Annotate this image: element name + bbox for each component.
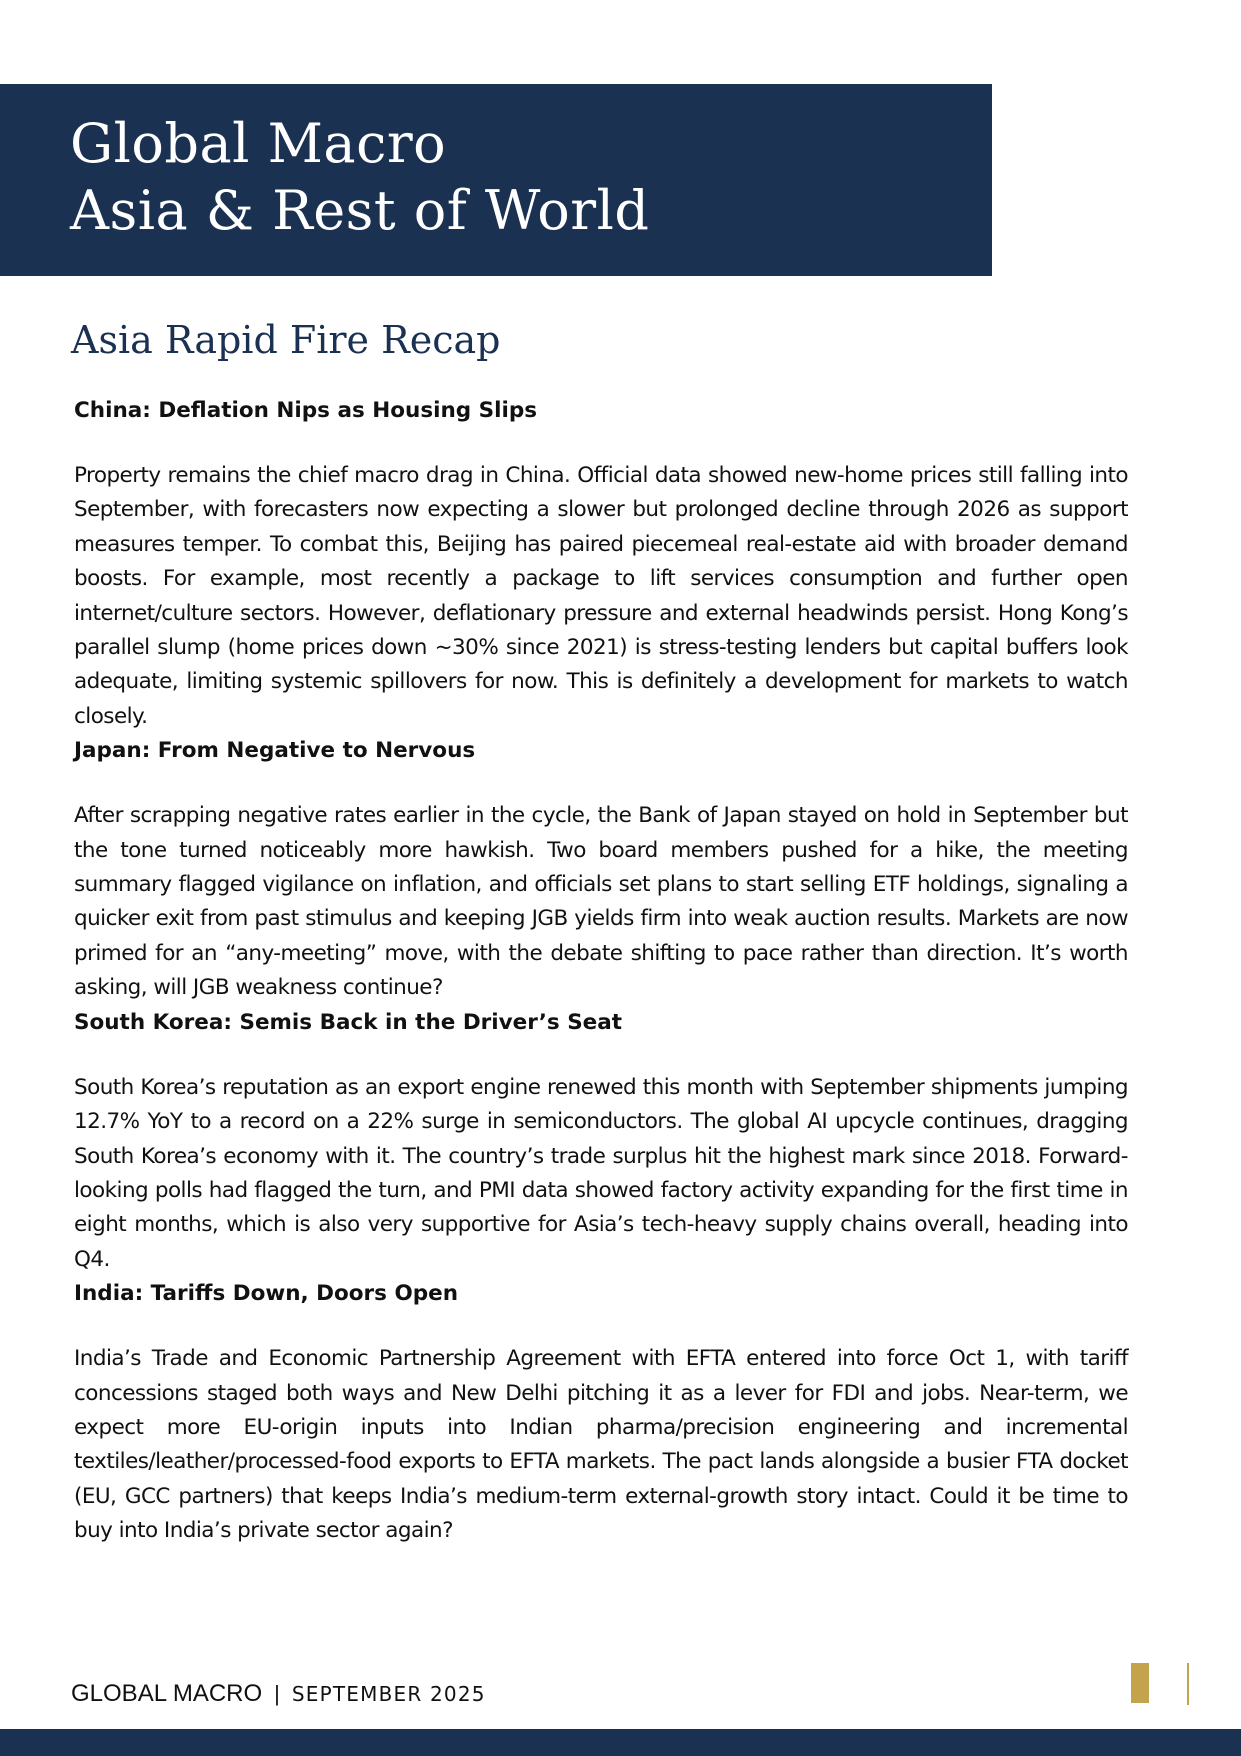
page-title — [70, 110, 649, 244]
article-heading: India: Tariffs Down, Doors Open — [74, 1281, 458, 1307]
article-list — [74, 394, 1128, 1549]
footer-date: SEPTEMBER 2025 — [291, 1682, 486, 1706]
page-footer — [71, 1677, 486, 1711]
footer-gold-block — [1131, 1663, 1149, 1703]
article-india — [74, 1277, 1128, 1548]
article-body: India’s Trade and Economic Partnership Agreement with EFTA entered into force Oct 1, with tariff concessions staged both ways and New Delhi pitching it as a lever for FDI and jobs. Near-term, we expect more EU-origin inputs into Indian pharma/precision engineering and incremental textiles/leather/processed-food exports to EFTA markets. The pact lands alongside a busier FTA docket (EU, GCC partners) that keeps India’s medium-term external-growth story intact. Could it be time to buy into India’s private sector again? — [74, 1346, 1128, 1544]
section-heading: Asia Rapid Fire Recap — [71, 318, 501, 362]
footer-brand: GLOBAL MACRO — [71, 1680, 263, 1707]
footer-gold-line — [1187, 1663, 1189, 1705]
article-china — [74, 394, 1128, 734]
page-title-line2: Asia & Rest of World — [70, 179, 650, 242]
footer-separator: | — [274, 1681, 280, 1706]
footer-bar — [0, 1729, 1241, 1756]
article-japan — [74, 734, 1128, 1005]
page-title-line1: Global Macro — [70, 112, 447, 175]
article-body: After scrapping negative rates earlier in the cycle, the Bank of Japan stayed on hold in September but the tone turned noticeably more hawkish. Two board members pushed for a hike, the meeting summary flagged vigilance on inflation, and officials set plans to start selling ETF holdings, signaling a quicker exit from past stimulus and keeping JGB yields firm into weak auction results. Markets are now primed for an “any-meeting” move, with the debate shifting to pace rather than direction. It’s worth asking, will JGB weakness continue? — [74, 803, 1128, 1001]
article-body: South Korea’s reputation as an export engine renewed this month with September shipments jumping 12.7% YoY to a record on a 22% surge in semiconductors. The global AI upcycle continues, dragging South Korea’s economy with it. The country’s trade surplus hit the highest mark since 2018. Forward-looking polls had flagged the turn, and PMI data showed factory activity expanding for the first time in eight months, which is also very supportive for Asia’s tech-heavy supply chains overall, heading into Q4. — [74, 1074, 1128, 1272]
article-heading: Japan: From Negative to Nervous — [74, 738, 476, 764]
article-south-korea — [74, 1006, 1128, 1277]
article-heading: China: Deflation Nips as Housing Slips — [74, 398, 538, 423]
article-body: Property remains the chief macro drag in China. Official data showed new-home prices still falling into September, with forecasters now expecting a slower but prolonged decline through 2026 as support measures temper. To combat this, Beijing has paired piecemeal real-estate aid with broader demand boosts. For example, most recently a package to lift services consumption and further open internet/culture sectors. However, deflationary pressure and external headwinds persist. Hong Kong’s parallel slump (home prices down ~30% since 2021) is stress-testing lenders but capital buffers look adequate, limiting systemic spillovers for now. This is definitely a development for markets to watch closely. — [74, 463, 1128, 729]
article-heading: South Korea: Semis Back in the Driver’s Seat — [74, 1009, 623, 1035]
